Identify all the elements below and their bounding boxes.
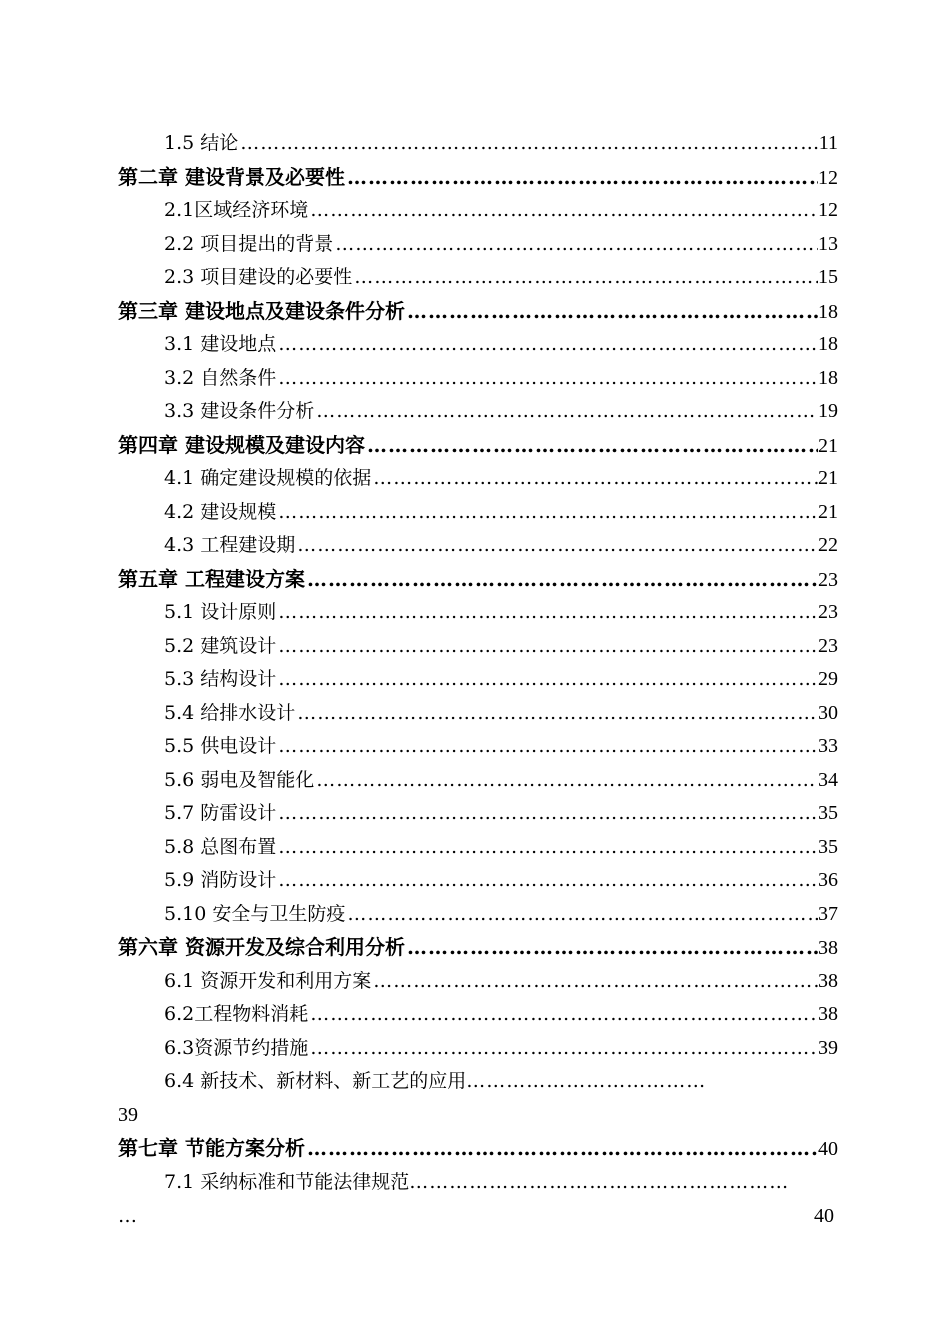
toc-chapter — [118, 930, 838, 964]
toc-leader — [308, 997, 818, 1031]
toc-leader — [405, 930, 818, 964]
toc-page-number: 30 — [818, 702, 838, 724]
toc-page-number: 37 — [818, 903, 838, 925]
toc-chapter — [118, 294, 838, 328]
toc-leader — [276, 495, 818, 529]
toc-leader — [276, 729, 818, 763]
toc-leader — [276, 327, 818, 361]
toc-entry — [118, 629, 838, 663]
toc-entry — [118, 662, 838, 696]
toc-page-number: 38 — [818, 937, 838, 959]
toc-page-number: 35 — [818, 802, 838, 824]
toc-leader — [276, 361, 818, 395]
toc-page-number: 39 — [818, 1037, 838, 1059]
toc-page-number: 33 — [818, 735, 838, 757]
toc-entry — [118, 696, 838, 730]
toc-entry-title: 5.6 弱电及智能化 — [164, 769, 315, 791]
toc-leader — [345, 897, 818, 931]
toc-page-number: 29 — [818, 668, 838, 690]
toc-entry — [118, 528, 838, 562]
toc-entry-title: 5.5 供电设计 — [164, 735, 277, 757]
toc-entry — [118, 193, 838, 227]
toc-entry-title: 5.2 建筑设计 — [164, 635, 277, 657]
toc-entry-title: 6.2工程物料消耗 — [164, 1003, 309, 1025]
toc-page-number: 23 — [818, 601, 838, 623]
toc-leader — [333, 227, 818, 261]
toc-entry — [118, 897, 838, 931]
toc-chapter-7 — [118, 1131, 838, 1165]
toc-entry — [118, 260, 838, 294]
toc-leader — [405, 294, 818, 328]
toc-entry-title: 4.3 工程建设期 — [164, 534, 296, 556]
toc-entry-title: 4.1 确定建设规模的依据 — [164, 467, 372, 489]
toc-entry-6-4-page: 39 — [118, 1104, 138, 1126]
toc-leader — [295, 696, 818, 730]
toc-leader — [276, 595, 818, 629]
toc-page-number: 21 — [818, 501, 838, 523]
toc-chapter-title: 第二章 建设背景及必要性 — [118, 165, 345, 189]
toc-chapter-title: 第三章 建设地点及建设条件分析 — [118, 299, 405, 323]
toc-leader — [365, 428, 818, 462]
toc-entry-title: 5.1 设计原则 — [164, 601, 277, 623]
toc-entry-title: 3.1 建设地点 — [164, 333, 277, 355]
toc-entry — [118, 126, 838, 160]
toc-page-number: 15 — [818, 266, 838, 288]
toc-entry — [118, 763, 838, 797]
toc-leader — [276, 863, 818, 897]
toc-entry-title: 2.2 项目提出的背景 — [164, 233, 334, 255]
toc-leader — [314, 394, 818, 428]
toc-page-number: 13 — [818, 233, 838, 255]
toc-page-number: 12 — [818, 199, 838, 221]
toc-entry-7-1-continuation: … — [118, 1205, 137, 1227]
toc-entry — [118, 997, 838, 1031]
toc-entry — [118, 327, 838, 361]
toc-entry — [118, 830, 838, 864]
toc-leader — [276, 629, 818, 663]
toc-entry-title: 5.9 消防设计 — [164, 869, 277, 891]
toc-entry — [118, 1031, 838, 1065]
toc-page-number: 18 — [818, 333, 838, 355]
toc-page-number: 35 — [818, 836, 838, 858]
toc-page-number: 12 — [818, 167, 838, 189]
toc-page-number: 19 — [818, 400, 838, 422]
toc-leader — [276, 662, 818, 696]
toc-entry — [118, 595, 838, 629]
toc-page-number: 21 — [818, 467, 838, 489]
toc-leader — [308, 193, 818, 227]
toc-leader — [345, 160, 818, 194]
toc-entry-title: 3.2 自然条件 — [164, 367, 277, 389]
toc-page-number: 21 — [818, 435, 838, 457]
toc-entry-title: 6.3资源节约措施 — [164, 1037, 309, 1059]
toc-leader: ……………………………… — [466, 1070, 707, 1092]
toc-entry — [118, 361, 838, 395]
toc-entry-title: 2.1区域经济环境 — [164, 199, 309, 221]
toc-entry-7-1 — [164, 1165, 789, 1199]
toc-chapter-title: 第六章 资源开发及综合利用分析 — [118, 935, 405, 959]
toc-page-number: 23 — [818, 635, 838, 657]
toc-page-number: 11 — [818, 132, 838, 154]
toc-leader — [371, 461, 818, 495]
toc-entry — [118, 227, 838, 261]
toc-entry-title: 5.4 给排水设计 — [164, 702, 296, 724]
toc-entry — [118, 796, 838, 830]
toc-entry — [118, 729, 838, 763]
toc-page-number: 38 — [818, 970, 838, 992]
toc-leader — [352, 260, 818, 294]
toc-entry-title: 6.1 资源开发和利用方案 — [164, 970, 372, 992]
toc-chapter — [118, 562, 838, 596]
toc-entry-title: 3.3 建设条件分析 — [164, 400, 315, 422]
toc-leader — [276, 796, 818, 830]
toc-entry-6-4 — [164, 1064, 706, 1098]
toc-entry-title: 1.5 结论 — [164, 132, 239, 154]
toc-page-number: 36 — [818, 869, 838, 891]
toc-leader — [295, 528, 818, 562]
toc-chapter — [118, 160, 838, 194]
toc-entry-title: 2.3 项目建设的必要性 — [164, 266, 353, 288]
toc-leader — [371, 964, 818, 998]
toc-page-number: 34 — [818, 769, 838, 791]
toc-chapter-title: 第四章 建设规模及建设内容 — [118, 433, 365, 457]
toc-leader — [305, 562, 818, 596]
toc-entry-title: 5.8 总图布置 — [164, 836, 277, 858]
toc-page-number: 18 — [818, 301, 838, 323]
toc-page-number: 23 — [818, 569, 838, 591]
toc-entry-title: 6.4 新技术、新材料、新工艺的应用 — [164, 1070, 467, 1092]
toc-entry — [118, 863, 838, 897]
toc-entry — [118, 461, 838, 495]
toc-entry — [118, 964, 838, 998]
toc-entry — [118, 495, 838, 529]
toc-page-number: 38 — [818, 1003, 838, 1025]
toc-entry-title: 4.2 建设规模 — [164, 501, 277, 523]
toc-entry-title: 5.3 结构设计 — [164, 668, 277, 690]
toc-chapter — [118, 428, 838, 462]
toc-entry — [118, 394, 838, 428]
toc-leader — [314, 763, 818, 797]
toc-chapter-title: 第五章 工程建设方案 — [118, 567, 305, 591]
toc-entry-title: 5.7 防雷设计 — [164, 802, 277, 824]
toc-page-number: 18 — [818, 367, 838, 389]
toc-leader — [308, 1031, 818, 1065]
toc-entry-7-1-page: 40 — [814, 1205, 834, 1227]
toc-page-number: 22 — [818, 534, 838, 556]
toc-leader — [305, 1131, 818, 1165]
toc-entry-title: 5.10 安全与卫生防疫 — [164, 903, 346, 925]
toc-entry-title: 7.1 采纳标准和节能法律规范 — [164, 1171, 410, 1193]
toc-chapter-title: 第七章 节能方案分析 — [118, 1136, 305, 1160]
toc-leader — [276, 830, 818, 864]
toc-page-number: 40 — [818, 1138, 838, 1160]
toc-leader: ………………………………………………… — [409, 1171, 790, 1193]
toc-leader — [238, 126, 818, 160]
